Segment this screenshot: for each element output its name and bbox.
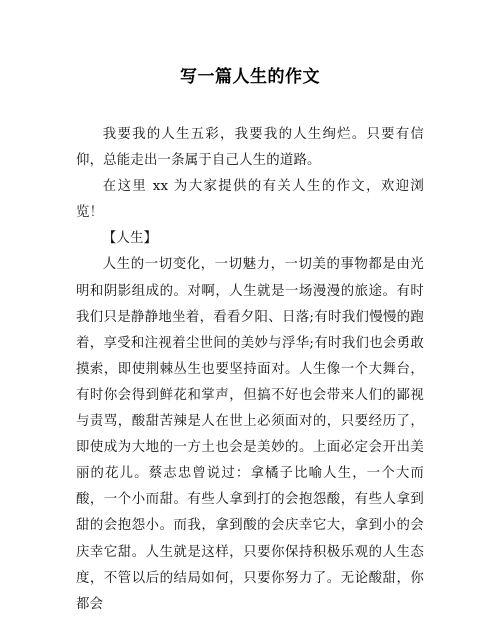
document-body [76, 122, 424, 618]
section-heading: 【人生】 [102, 231, 158, 247]
paragraph-main: 人生的一切变化，一切魅力，一切美的事物都是由光明和阴影组成的。对啊，人生就是一场漫漫的旅途。有时我们只是静静地坐着，看看夕阳、日落;有时我们慢慢的跑着，享受和注视着尘世间的美妙与浮华;有时我们也会勇敢摸索，即使荆棘丛生也要坚持面对。人生像一个大舞台，有时你会得到鲜花和掌声，但搞不好也会带来人们的鄙视与责骂，酸甜苦辣是人在世上必须面对的，只要经历了，即使成为大地的一方土也会是美妙的。上面必定会开出美丽的花儿。蔡志忠曾说过：拿橘子比喻人生，一个大而酸，一个小而甜。有些人拿到打的会抱怨酸，有些人拿到甜的会抱怨小。而我，拿到酸的会庆幸它大，拿到小的会庆幸它甜。人生就是这样，只要你保持积极乐观的人生态度，不管以后的结局如何，只要你努力了。无论酸甜，你都会 [76, 257, 424, 612]
document-title: 写一篇人生的作文 [180, 67, 320, 87]
paragraph-intro: 我要我的人生五彩，我要我的人生绚烂。只要有信仰，总能走出一条属于自己人生的道路。 [76, 127, 424, 169]
paragraph-welcome: 在这里 xx 为大家提供的有关人生的作文，欢迎浏览！ [76, 179, 424, 221]
